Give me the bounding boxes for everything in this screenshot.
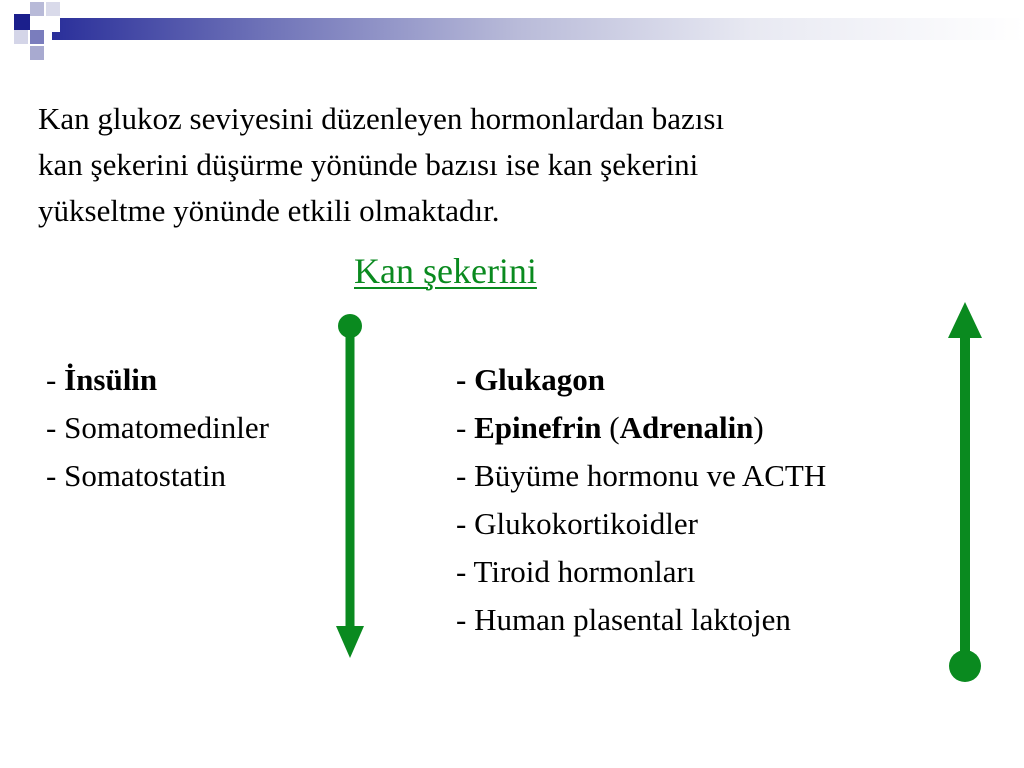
intro-paragraph [38, 96, 998, 234]
list-item: - İnsülin [46, 362, 158, 397]
raising-hormones-list [456, 356, 826, 644]
decor-square [30, 30, 44, 44]
heading-kan-sekerini: Kan şekerini [354, 251, 537, 291]
list-item: - Somatostatin [46, 458, 226, 493]
decor-square [46, 2, 60, 16]
list-item: - Human plasental laktojen [456, 602, 791, 637]
intro-line-3: yükseltme yönünde etkili olmaktadır. [38, 193, 500, 228]
intro-line-1: Kan glukoz seviyesini düzenleyen hormonlardan bazısı [38, 101, 725, 136]
lowering-hormones-list [46, 356, 269, 500]
decor-square [30, 2, 44, 16]
decor-square [14, 30, 28, 44]
gradient-bar [52, 18, 1024, 40]
list-item: - Tiroid hormonları [456, 554, 696, 589]
decor-square [14, 14, 30, 30]
arrow-down-icon [330, 312, 370, 662]
list-item: - Somatomedinler [46, 410, 269, 445]
decor-square [46, 18, 60, 32]
list-item: - Glukokortikoidler [456, 506, 698, 541]
intro-line-2: kan şekerini düşürme yönünde bazısı ise kan şekerini [38, 147, 699, 182]
decor-square [30, 46, 44, 60]
list-item: - Büyüme hormonu ve ACTH [456, 458, 827, 493]
arrow-up-icon [942, 300, 988, 690]
top-decorative-band [0, 0, 1024, 62]
list-item: - Epinefrin (Adrenalin) [456, 410, 764, 445]
list-item: - Glukagon [456, 362, 606, 397]
